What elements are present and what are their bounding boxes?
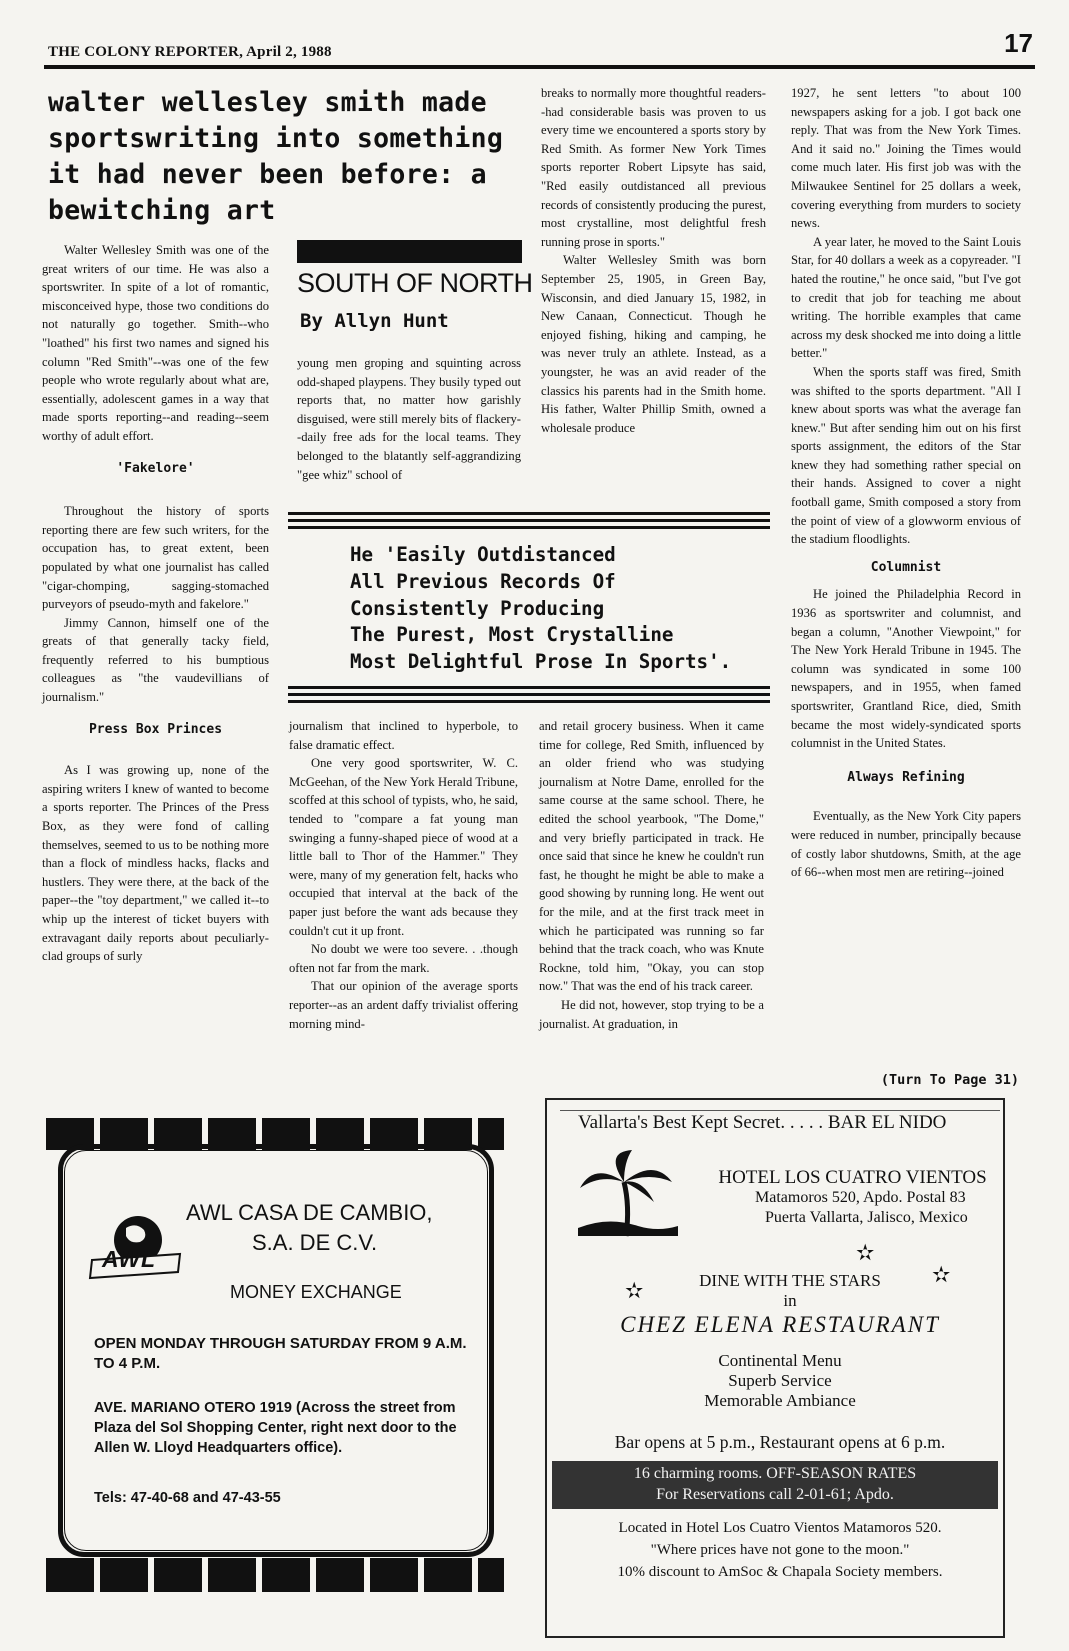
column-title: SOUTH OF NORTH xyxy=(297,268,533,298)
column-2-lower xyxy=(289,717,518,1033)
ad-hours: OPEN MONDAY THROUGH SATURDAY FROM 9 A.M. TO 4 P.M. xyxy=(94,1335,467,1372)
paragraph: journalism that inclined to hyperbole, to false dramatic effect. xyxy=(289,719,518,752)
masthead: THE COLONY REPORTER, April 2, 1988 xyxy=(48,44,332,60)
column-4 xyxy=(791,84,1021,882)
paragraph: breaks to normally more thoughtful readers--had considerable basis was proven to us every time we encountered a sports story by Red Smith. As former New York Times sports reporter Robert Lipsyte has said, "Red easily outdistanced all previous records of consistently producing the purest, most crystalline, most delightful fresh running prose in sports." xyxy=(541,86,766,249)
ad-company-suffix: S.A. DE C.V. xyxy=(252,1230,378,1255)
ad-slogan: "Where prices have not gone to the moon." xyxy=(650,1542,910,1558)
pull-quote-rule xyxy=(288,519,770,522)
paragraph: and retail grocery business. When it came time for college, Red Smith, influenced by an older friend who was studying journalism at Notre Dame, enrolled for the same course at the same school. There, he edited the school yearbook, "The Dome," and very briefly participated in track. He once said that since he knew he couldn't run fast, he thought he might be able to make a good showing by running long. He went out for the mile, and at the first track meet in which he participated was running so far behind that the track coach, who was Knute Rockne, told him, "Okay, you can stop now." That was the end of his track career. xyxy=(539,719,764,994)
paragraph: Eventually, as the New York City papers were reduced in number, principally because of costly labor shutdowns, Smith, at the age of 66--when most men are retiring--joined xyxy=(791,809,1021,880)
border-block xyxy=(424,1558,472,1592)
paragraph: No doubt we were too severe. . .though often not far from the mark. xyxy=(289,942,518,975)
ad-tagline: MONEY EXCHANGE xyxy=(230,1282,402,1302)
border-block xyxy=(478,1118,504,1150)
column-3-lower xyxy=(539,717,764,1033)
headline: walter wellesley smith made sportswriting into something it had never been before: a bewitching art xyxy=(48,87,504,226)
paragraph: When the sports staff was fired, Smith was shifted to the sports department. "All I knew about sports was what the average fan knew." But after sending him out on his first sports assignment, the editors of the Star knew they had something rather special on their hands. Assigned to cover a night football game, Smith composed a story from the point of view of a glowworm envious of the stadium floodlights. xyxy=(791,364,1021,547)
border-block xyxy=(478,1558,504,1592)
pull-quote-rule xyxy=(288,693,770,696)
border-block xyxy=(46,1558,94,1592)
ad-hours: Bar opens at 5 p.m., Restaurant opens at 6 p.m. xyxy=(614,1432,946,1452)
ad-discount: 10% discount to AmSoc & Chapala Society members. xyxy=(617,1564,943,1580)
top-rule xyxy=(44,65,1035,69)
paragraph: That our opinion of the average sports reporter--as an ardent daffy trivialist offering morning mind- xyxy=(289,979,518,1031)
pull-quote-rule xyxy=(288,526,770,529)
ad-phones: Tels: 47-40-68 and 47-43-55 xyxy=(94,1490,281,1506)
subhead-fakelore: 'Fakelore' xyxy=(116,460,195,476)
paragraph: Throughout the history of sports reporting there are few such writers, for the occupation has, to great extent, been populated by what one journalist has called "cigar-chomping, sagging-stomached purveyors of pseudo-myth and fakelore." xyxy=(42,504,269,612)
pull-quote-line: Consistently Producing xyxy=(350,596,605,620)
border-block xyxy=(370,1558,418,1592)
paragraph: One very good sportswriter, W. C. McGeehan, of the New York Herald Tribune, scoffed at this school of typists, who, he said, tended to "compare a fat young man swinging a funny-shaped piece of wood at a little ball to Thor of the Hammer." They were, many of my generation felt, hacks who occupied that interval at the back of the paper just before the want ads because they couldn't cut it up front. xyxy=(289,756,518,938)
subhead-press-box: Press Box Princes xyxy=(88,721,223,737)
ad-hotel-address: Matamoros 520, Apdo. Postal 83 xyxy=(755,1189,966,1206)
paragraph: Walter Wellesley Smith was born September 25, 1905, in Green Bay, Wisconsin, and died January 15, 1982, in New Canaan, Connecticut. Though he enjoyed fishing, hiking and camping, he was never truly an athlete. Instead, as a youngster, he was an avid reader of the classics his parents had in the Smith home. His father, Walter Phillip Smith, owned a wholesale produce xyxy=(541,253,766,435)
pull-quote-line: All Previous Records Of xyxy=(350,569,616,593)
ad-company-name: AWL CASA DE CAMBIO, xyxy=(186,1200,433,1225)
pull-quote-rule xyxy=(288,512,770,515)
paragraph: Jimmy Cannon, himself one of the greats of that generally tacky field, frequently referred to his bumptious colleagues as "the vaudevillians of journalism." xyxy=(42,615,269,705)
byline: By Allyn Hunt xyxy=(300,310,449,332)
border-block xyxy=(316,1558,364,1592)
column-1 xyxy=(42,241,269,966)
paragraph: 1927, he sent letters "to about 100 newspapers asking for a job. I got back one reply. That was from the New York Times. And it said no." Joining the Times would come much later. His first job was with the Milwaukee Sentinel for 25 dollars a week, covering everything from murders to society news. xyxy=(791,86,1021,231)
ad-reservations-line: For Reservations call 2-01-61; Apdo. xyxy=(656,1486,894,1503)
border-block xyxy=(100,1558,148,1592)
pull-quote-line: He 'Easily Outdistanced xyxy=(350,543,616,566)
palm-tree-icon xyxy=(578,1148,678,1238)
paragraph: A year later, he moved to the Saint Louis Star, for 40 dollars a week as a copyreader. "I hated the routine," he once said, "but I've got to credit that job for teaching me about writing. The horrible examples that came across my desk shocked me into doing a little better." xyxy=(791,234,1021,361)
paragraph: As I was growing up, none of the aspiring writers I knew of wanted to become a sports reporter. The Princes of the Press Box, as they were fond of calling themselves, seemed to us to be nothing more than a flock of mindless hacks, flacks and hustlers. They were there, at the back of the paper--the "toy department," we called it--to whip up the interest of ticket buyers with extravagant daily reports about peculiarly-clad groups of surly xyxy=(42,763,269,964)
ad-feature: Superb Service xyxy=(728,1371,832,1390)
continued-note: (Turn To Page 31) xyxy=(880,1072,1019,1088)
pull-quote-rule xyxy=(288,686,770,689)
pull-quote-rule xyxy=(288,700,770,703)
ad-hotel-name: HOTEL LOS CUATRO VIENTOS xyxy=(718,1167,987,1188)
column-2-upper xyxy=(297,354,521,484)
subhead-always-refining: Always Refining xyxy=(847,769,965,785)
ad-address: AVE. MARIANO OTERO 1919 (Across the street from Plaza del Sol Shopping Center, right next door to the Allen W. Lloyd Headquarters office). xyxy=(94,1400,457,1456)
paragraph: He joined the Philadelphia Record in 1936 as sportswriter and columnist, and began a column, "Another Viewpoint," for The New York Herald Tribune in 1945. The column was syndicated in some 100 newspapers, and in 1955, when famed sportswriter, Grantland Rice, died, Smith became the most widely-syndicated sports columnist in the United States. xyxy=(791,587,1021,751)
ad-restaurant-name: CHEZ ELENA RESTAURANT xyxy=(620,1312,940,1337)
column-header-bar xyxy=(297,240,522,263)
ad-in: in xyxy=(783,1291,797,1310)
ad-dine-line: DINE WITH THE STARS xyxy=(699,1271,881,1290)
star-icon: ✫ xyxy=(625,1278,644,1303)
border-block xyxy=(208,1558,256,1592)
ad-feature: Continental Menu xyxy=(718,1351,842,1370)
border-block xyxy=(262,1558,310,1592)
ad-hotel-city: Puerta Vallarta, Jalisco, Mexico xyxy=(765,1209,968,1226)
star-icon: ✫ xyxy=(856,1240,875,1265)
page-number: 17 xyxy=(1004,28,1033,58)
subhead-columnist: Columnist xyxy=(870,559,942,575)
ad-location: Located in Hotel Los Cuatro Vientos Matamoros 520. xyxy=(618,1520,942,1536)
awl-logo-text: AWL xyxy=(102,1246,157,1272)
paragraph: Walter Wellesley Smith was one of the great writers of our time. He was also a sportswriter. In spite of a lot of romantic, misconceived hype, those two conditions do not naturally go together. Smith--who "loathed" his first two names and signed his column "Red Smith"--was one of the few people who wrote regularly about what are, essentially, adolescent games in a way that made sports reporting--and reading--seem worthy of adult effort. xyxy=(42,243,269,443)
paragraph: young men groping and squinting across odd-shaped playpens. They busily typed out reports that, no matter how garishly disguised, were still merely bits of flackery--daily free ads for the local teams. They belonged to the blatantly self-aggrandizing "gee whiz" school of xyxy=(297,356,521,482)
pull-quote-line: The Purest, Most Crystalline xyxy=(350,623,674,647)
paragraph: He did not, however, stop trying to be a journalist. At graduation, in xyxy=(539,997,764,1031)
ad-feature: Memorable Ambiance xyxy=(704,1391,856,1410)
ad-rates-line: 16 charming rooms. OFF-SEASON RATES xyxy=(633,1465,917,1482)
pull-quote-line: Most Delightful Prose In Sports'. xyxy=(350,650,732,674)
column-3-upper xyxy=(541,84,766,437)
ad-top-line: Vallarta's Best Kept Secret. . . . . BAR EL NIDO xyxy=(578,1112,947,1133)
pull-quote xyxy=(350,542,770,676)
border-block xyxy=(154,1558,202,1592)
star-icon: ✫ xyxy=(932,1262,951,1287)
